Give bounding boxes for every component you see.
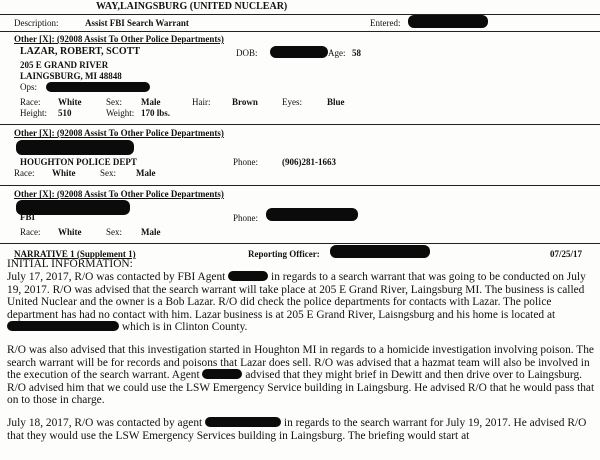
narrative-heading: NARRATIVE 1 (Supplement 1) <box>14 249 136 259</box>
narrative-date: 07/25/17 <box>550 249 583 259</box>
entered-label: Entered: <box>370 18 401 28</box>
divider <box>0 124 600 125</box>
weight-label: Weight: <box>106 108 135 118</box>
dob-label: DOB: <box>236 48 258 58</box>
description-value: Assist FBI Search Warrant <box>85 18 189 28</box>
party-3-name: FBI <box>20 212 36 222</box>
race-value: White <box>58 97 82 107</box>
redaction-block <box>266 208 358 221</box>
narrative-paragraph-3: July 18, 2017, R/O was contacted by agent in regards to the search warrant for July 19, 2017. He advised R/O that they would use the LSW Emergency Services building in Laingsburg. The briefing would start at <box>7 416 587 442</box>
divider <box>0 31 600 32</box>
eyes-label: Eyes: <box>282 97 302 107</box>
race-value: White <box>52 168 76 178</box>
age-value: 58 <box>352 48 361 58</box>
narrative-body <box>7 271 595 452</box>
redaction-block <box>228 271 268 281</box>
sex-value: Male <box>141 97 161 107</box>
hair-value: Brown <box>232 97 258 107</box>
race-label: Race: <box>14 168 35 178</box>
sex-value: Male <box>141 227 161 237</box>
hair-label: Hair: <box>192 97 211 107</box>
eyes-value: Blue <box>327 97 345 107</box>
sex-label: Sex: <box>106 97 123 107</box>
narrative-paragraph-2: R/O was also advised that this investigation started in Houghton MI in regards to a homicide investigation involving poison. The search warrant will be for records and poisons that Lazar does sell. R/O was advised that a hazmat team will also be involved in the execution of the search warrant. Agent advised that they might brief in Dewitt and then drive over to Laingsburg. R/O advised him that we could use the LSW Emergency Service building in Laingsburg. He advised R/O that he would pass that on to those in charge. <box>7 343 595 407</box>
race-label: Race: <box>20 97 41 107</box>
phone-label: Phone: <box>233 157 259 167</box>
document-title-line: WAY,LAINGSBURG (UNITED NUCLEAR) <box>96 1 288 12</box>
party-1-heading: Other [X]: (92008 Assist To Other Police Departments) <box>14 34 224 44</box>
redaction-block <box>330 245 430 258</box>
ops-label: Ops: <box>20 82 38 92</box>
sex-label: Sex: <box>100 168 117 178</box>
divider <box>0 14 600 15</box>
divider <box>0 185 600 186</box>
height-value: 510 <box>58 108 72 118</box>
party-1-address-line-2: LAINGSBURG, MI 48848 <box>20 71 122 81</box>
race-label: Race: <box>20 227 41 237</box>
narrative-paragraph-1: July 17, 2017, R/O was contacted by FBI Agent in regards to a search warrant that was going to be conducted on July 19, 2017. R/O was advised that the search warrant will take place at 205 E Grand River, Laingsburg MI. The business is called United Nuclear and the owner is a Bob Lazar. R/O did check the police departments for contacts with Lazar. The police department has had no contact with him. Lazar business is at 205 E Grand River, Laisngsburg and his home is located at which is in Clinton County. <box>7 271 586 334</box>
redaction-block <box>202 369 242 379</box>
party-1-name: LAZAR, ROBERT, SCOTT <box>20 46 141 57</box>
phone-value: (906)281-1663 <box>282 157 336 167</box>
redaction-block <box>205 417 281 427</box>
party-3-heading: Other [X]: (92008 Assist To Other Police Departments) <box>14 189 224 199</box>
redaction-block <box>270 46 328 58</box>
sex-value: Male <box>136 168 156 178</box>
redaction-block <box>408 15 488 28</box>
age-label: Age: <box>328 48 346 58</box>
weight-value: 170 lbs. <box>141 108 171 118</box>
divider <box>0 243 600 244</box>
height-label: Height: <box>20 108 47 118</box>
reporting-officer-label: Reporting Officer: <box>248 249 320 259</box>
narrative-subheading: INITIAL INFORMATION: <box>7 258 133 270</box>
race-value: White <box>58 227 82 237</box>
phone-label: Phone: <box>233 213 259 223</box>
redaction-block <box>7 321 119 331</box>
description-label: Description: <box>14 18 59 28</box>
redaction-block <box>16 140 134 155</box>
party-2-heading: Other [X]: (92008 Assist To Other Police Departments) <box>14 128 224 138</box>
redaction-block <box>46 82 150 92</box>
sex-label: Sex: <box>106 227 123 237</box>
party-2-name: HOUGHTON POLICE DEPT <box>20 157 137 167</box>
party-1-address-line-1: 205 E GRAND RIVER <box>20 60 109 70</box>
